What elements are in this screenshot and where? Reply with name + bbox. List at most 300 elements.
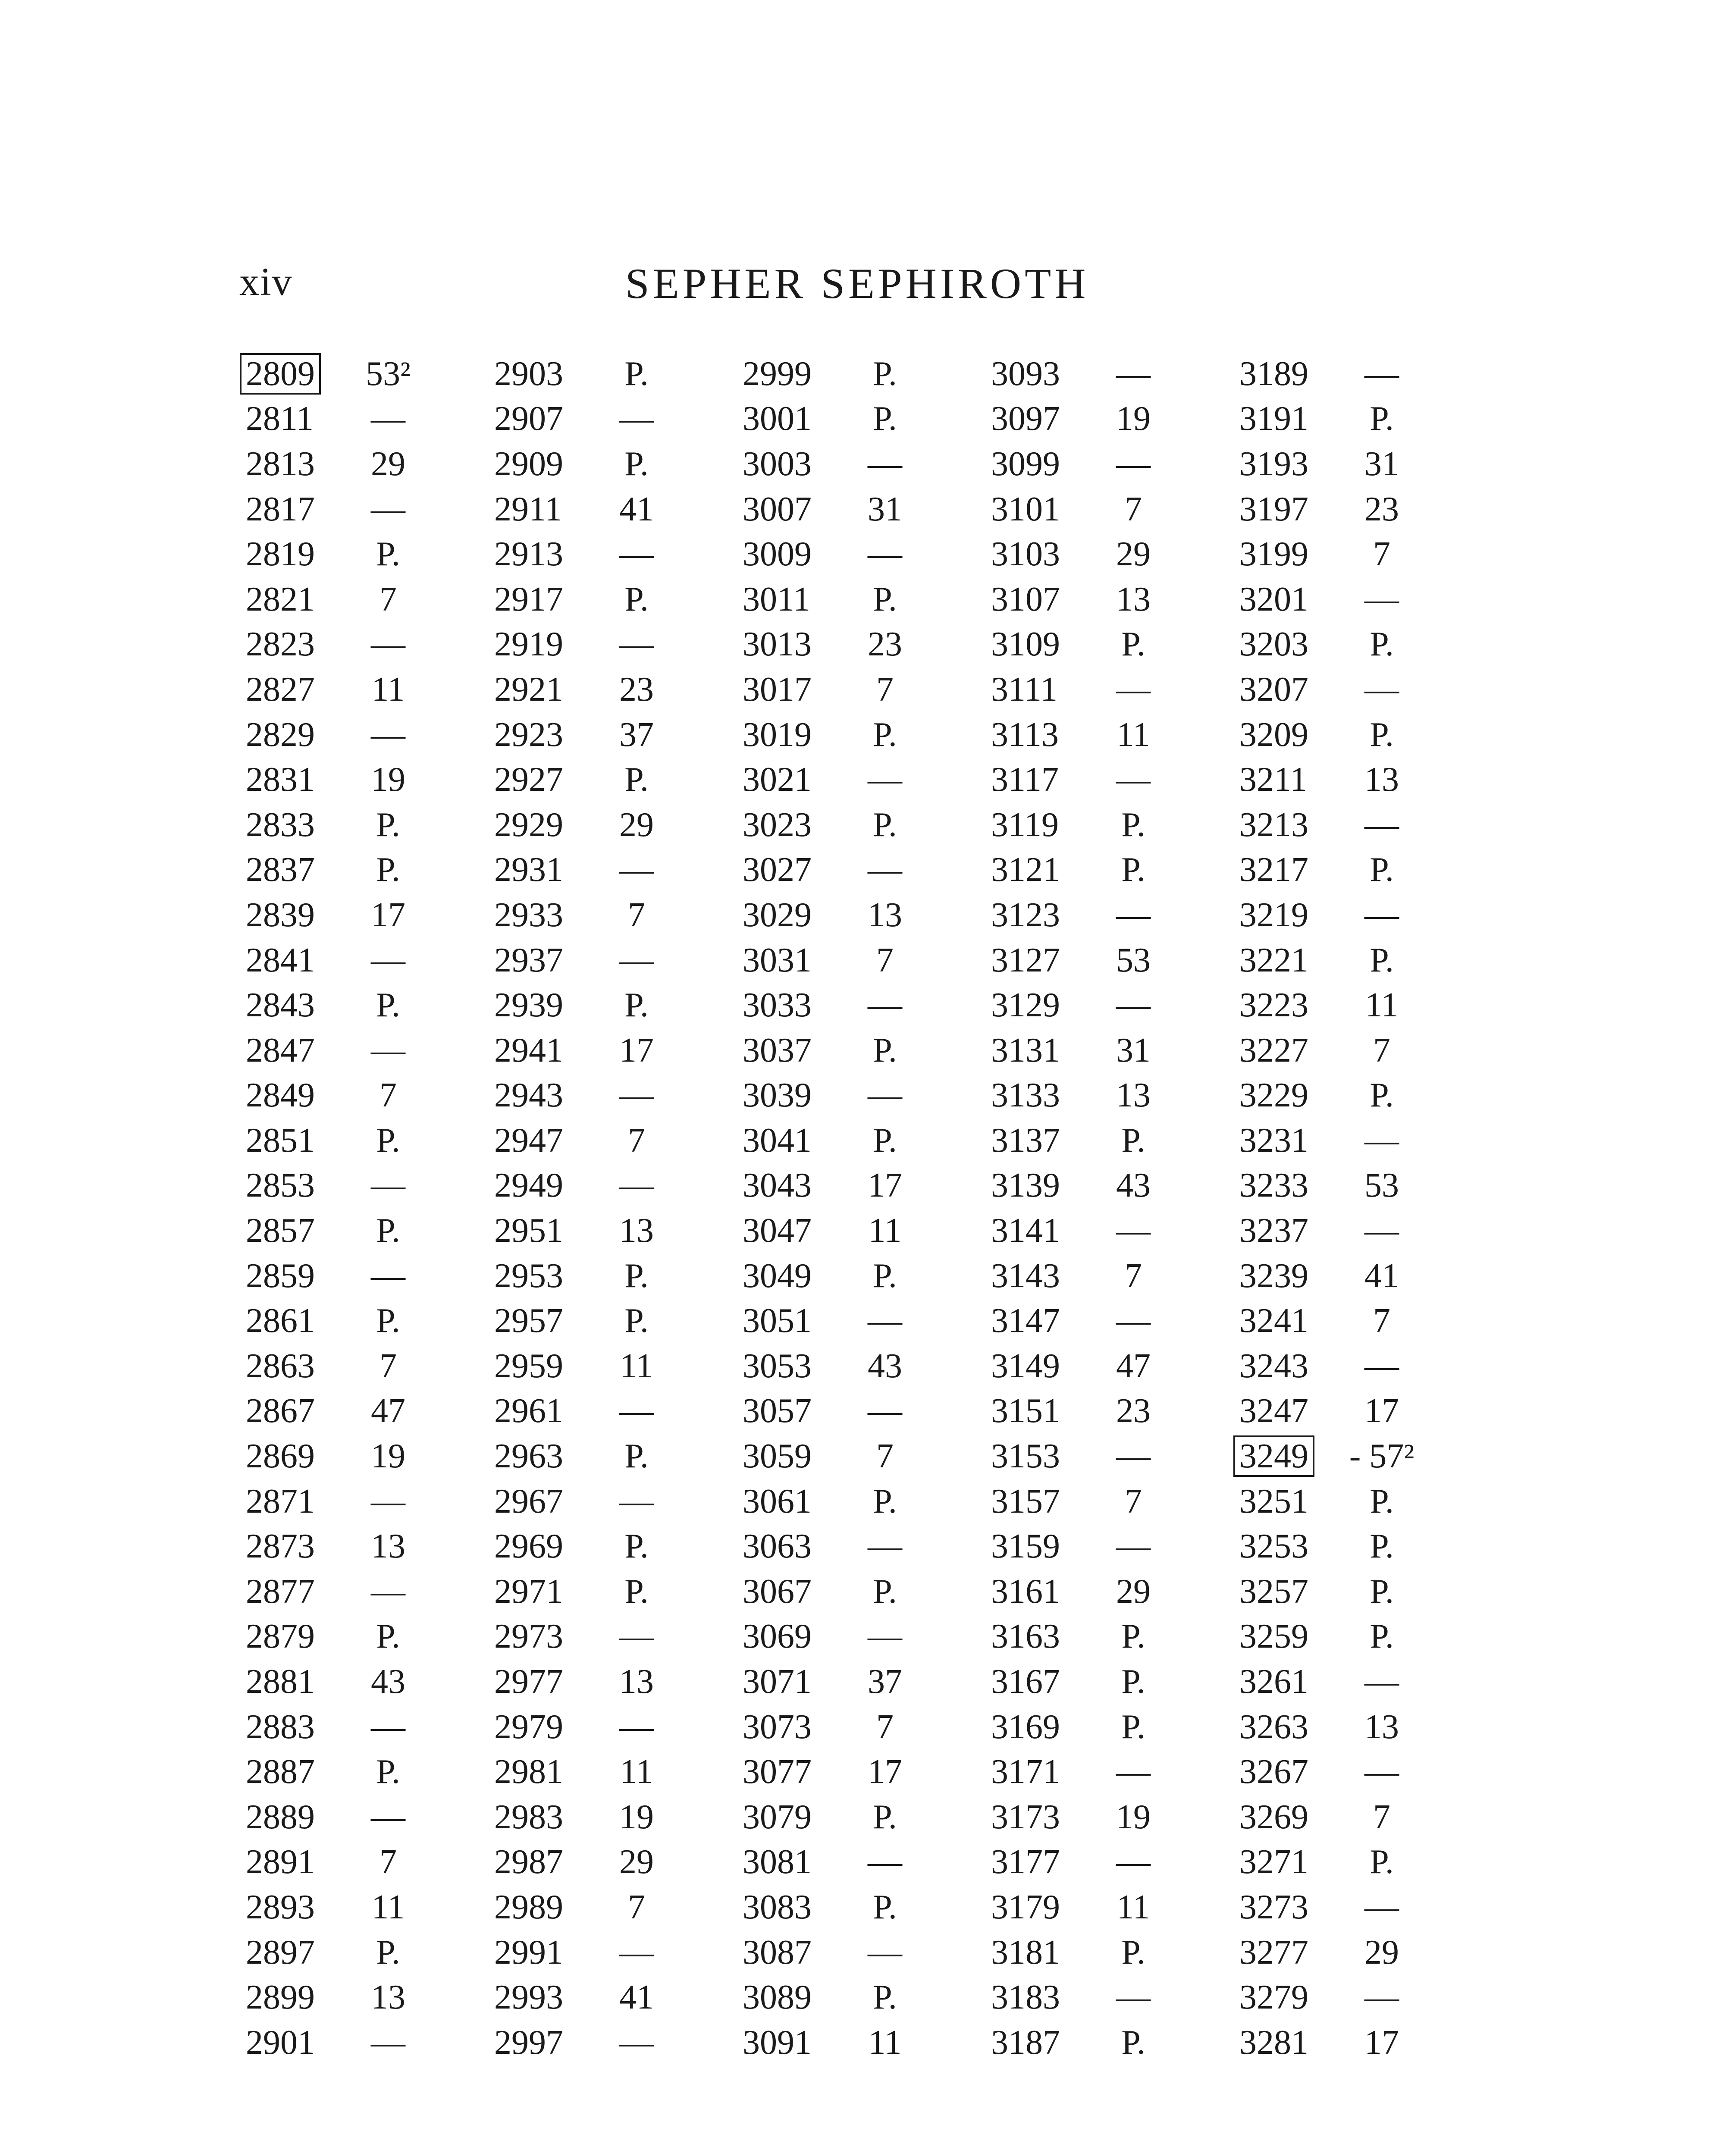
number-value: 3201 [1239,580,1308,618]
table-row [1239,1749,1488,1795]
number-cell [1239,535,1343,574]
number-value: 3127 [991,941,1060,979]
number-value: 3043 [743,1166,812,1205]
number-value: 3073 [743,1708,812,1746]
table-row [991,2020,1239,2065]
factor-cell: P. [624,445,649,483]
number-value: 3203 [1239,625,1308,664]
table-row [1239,1118,1488,1163]
factor-cell: 31 [1116,1031,1151,1069]
factor-cell: P. [376,805,400,844]
factor-cell: 23 [1116,1392,1151,1430]
number-cell [1239,986,1343,1025]
factor-cell: 7 [876,1437,894,1476]
factor-cell: 13 [1116,1076,1151,1115]
table-row [743,983,991,1028]
number-cell [246,1437,349,1476]
table-row [246,622,494,667]
number-cell [1239,1076,1343,1115]
number-value: 3159 [991,1527,1060,1566]
number-cell [1239,1572,1343,1611]
number-value: 3089 [743,1978,812,2017]
number-value: 2913 [494,535,563,573]
table-column [246,351,494,2072]
factor-cell: P. [1121,1121,1145,1159]
factor-cell: 11 [1365,986,1399,1025]
number-cell [494,670,598,709]
table-row [1239,1569,1488,1614]
factor-cell: — [619,1617,654,1656]
number-cell [1239,1347,1343,1386]
number-cell [743,896,846,935]
number-cell [494,1437,598,1476]
number-cell [743,580,846,619]
factor-cell: — [371,1031,405,1069]
table-row [246,442,494,487]
number-cell [991,670,1095,709]
factor-cell: P. [873,1572,897,1611]
table-row [743,1795,991,1840]
factor-cell: 17 [371,896,405,934]
number-value: 3143 [991,1257,1060,1295]
table-row [991,1795,1239,1840]
number-value: 3221 [1239,941,1308,979]
factor-cell: P. [873,580,897,618]
number-cell [246,1978,349,2017]
number-value: 3059 [743,1437,812,1476]
table-row [246,1163,494,1209]
number-cell [246,399,349,439]
factor-cell: 7 [380,1076,397,1115]
table-row [1239,1659,1488,1705]
table-row [991,1614,1239,1660]
factor-cell: 37 [868,1663,902,1701]
number-cell [494,1347,598,1386]
number-value: 2851 [246,1121,315,1159]
number-cell [494,1617,598,1656]
number-value: 3279 [1239,1978,1308,2017]
number-value: 2989 [494,1888,563,1926]
table-row [246,1840,494,1885]
number-cell [494,625,598,664]
table-row [494,577,743,622]
table-row [991,1885,1239,1930]
factor-cell: P. [873,715,897,754]
table-row [1239,1389,1488,1434]
number-value: 3061 [743,1482,812,1520]
number-cell [991,986,1095,1025]
table-row [743,1163,991,1209]
number-value: 2833 [246,805,315,844]
factor-cell: P. [624,1302,649,1340]
factor-cell: — [371,1572,405,1611]
number-value: 3003 [743,445,812,483]
number-value: 2973 [494,1617,563,1656]
number-cell [991,625,1095,664]
number-cell [743,1166,846,1205]
number-value: 2821 [246,580,315,618]
number-value: 3219 [1239,896,1308,934]
number-value: 3181 [991,1933,1060,1971]
table-column [743,351,991,2072]
table-row [494,667,743,712]
number-value: 3247 [1239,1392,1308,1430]
table-row [494,757,743,802]
table-row [743,2020,991,2065]
factor-cell: — [868,851,902,889]
table-row [743,1569,991,1614]
table-row [1239,351,1488,397]
number-value: 3173 [991,1798,1060,1836]
number-cell [991,1708,1095,1747]
factor-cell: 53 [1116,941,1151,979]
factor-cell: — [1364,1347,1399,1385]
table-row [494,848,743,893]
number-value: 3167 [991,1663,1060,1701]
number-cell [246,896,349,935]
factor-cell: 11 [371,670,405,708]
table-row [246,1479,494,1524]
number-cell [246,1933,349,1972]
number-cell [743,1121,846,1160]
number-cell [991,1482,1095,1521]
number-value: 3147 [991,1302,1060,1340]
number-value: 3249 [1233,1435,1314,1477]
factor-cell: P. [873,1257,897,1295]
factor-cell: — [1364,580,1399,618]
table-row [246,487,494,532]
number-cell [246,1257,349,1296]
number-cell [991,1933,1095,1972]
factor-cell: 53² [366,354,411,393]
number-cell [494,445,598,484]
number-cell [494,1572,598,1611]
number-cell [991,1843,1095,1882]
number-value: 2971 [494,1572,563,1611]
table-row [1239,1073,1488,1119]
number-value: 3099 [991,445,1060,483]
table-row [1239,1840,1488,1885]
number-value: 3033 [743,986,812,1025]
number-cell [246,1662,349,1702]
table-row [743,1344,991,1389]
table-row [494,1840,743,1885]
number-value: 2817 [246,490,315,528]
factor-cell: — [1116,761,1151,799]
number-value: 2887 [246,1753,315,1791]
number-value: 3209 [1239,715,1308,754]
number-value: 3123 [991,896,1060,934]
factor-cell: 11 [868,2023,902,2062]
number-cell [991,1662,1095,1702]
number-cell [743,1933,846,1972]
factor-cell: 29 [619,805,654,844]
number-cell [246,1121,349,1160]
number-value: 3163 [991,1617,1060,1656]
number-value: 3057 [743,1392,812,1430]
number-value: 2999 [743,354,812,393]
factor-cell: 29 [371,445,405,483]
factor-cell: 19 [371,1437,405,1476]
number-table [246,351,1488,2072]
factor-cell: — [371,2023,405,2062]
table-row [246,532,494,577]
number-value: 2901 [246,2023,315,2062]
factor-cell: 41 [619,1978,654,2017]
factor-cell: 13 [1364,1708,1399,1746]
factor-cell: 41 [619,490,654,528]
number-value: 3191 [1239,400,1308,438]
table-row [494,622,743,667]
number-cell [246,1572,349,1611]
number-cell [246,535,349,574]
number-cell [246,1347,349,1386]
table-row [494,1930,743,1975]
number-value: 3021 [743,761,812,799]
number-value: 3051 [743,1302,812,1340]
factor-cell: — [619,1482,654,1520]
factor-cell: P. [873,1121,897,1159]
factor-cell: — [1116,1437,1151,1476]
number-cell [1239,1752,1343,1792]
table-row [1239,1479,1488,1524]
number-cell [743,850,846,890]
number-value: 2883 [246,1708,315,1746]
factor-cell: 29 [619,1843,654,1881]
number-value: 3053 [743,1347,812,1385]
number-cell [991,1798,1095,1837]
number-cell [494,760,598,799]
number-cell [743,1662,846,1702]
factor-cell: — [371,400,405,438]
table-row [1239,667,1488,712]
factor-cell: 13 [619,1663,654,1701]
page-number: xiv [239,260,293,304]
number-value: 2909 [494,445,563,483]
number-cell [743,1076,846,1115]
number-cell [743,1798,846,1837]
number-value: 3177 [991,1843,1060,1881]
factor-cell: P. [1121,1933,1145,1971]
factor-cell: 13 [1364,761,1399,799]
factor-cell: — [619,851,654,889]
table-row [991,1434,1239,1479]
factor-cell: — [619,625,654,664]
factor-cell: 29 [1364,1933,1399,1971]
factor-cell: 43 [371,1663,405,1701]
table-row [991,848,1239,893]
table-row [1239,442,1488,487]
table-row [991,1569,1239,1614]
table-row [494,1479,743,1524]
factor-cell: P. [873,1482,897,1520]
number-cell [494,896,598,935]
factor-cell: P. [376,1753,400,1791]
factor-cell: 11 [868,1212,902,1250]
number-cell [991,1257,1095,1296]
factor-cell: — [868,1302,902,1340]
number-value: 3011 [743,580,811,618]
number-value: 3149 [991,1347,1060,1385]
table-row [743,1840,991,1885]
number-value: 3031 [743,941,812,979]
number-cell [743,445,846,484]
table-row [494,712,743,758]
number-value: 3251 [1239,1482,1308,1520]
number-value: 3269 [1239,1798,1308,1836]
factor-cell: — [1364,354,1399,393]
number-value: 2891 [246,1843,315,1881]
table-column [991,351,1239,2072]
factor-cell: 23 [619,670,654,708]
table-row [743,667,991,712]
factor-cell: P. [1370,1527,1394,1566]
number-cell [494,715,598,755]
table-row [494,397,743,442]
number-cell [743,535,846,574]
factor-cell: P. [624,354,649,393]
factor-cell: — [868,1617,902,1656]
number-cell [991,1031,1095,1070]
number-value: 3007 [743,490,812,528]
table-row [1239,487,1488,532]
table-column [494,351,743,2072]
number-value: 3107 [991,580,1060,618]
factor-cell: P. [624,1527,649,1566]
factor-cell: P. [376,986,400,1025]
number-value: 2899 [246,1978,315,2017]
number-value: 2859 [246,1257,315,1295]
number-cell [743,1437,846,1476]
number-cell [991,941,1095,980]
number-cell [1239,760,1343,799]
factor-cell: — [868,1392,902,1430]
number-value: 3063 [743,1527,812,1566]
factor-cell: P. [873,1978,897,2017]
number-value: 3091 [743,2023,812,2062]
number-cell [246,1301,349,1341]
factor-cell: P. [1121,851,1145,889]
number-cell [1239,625,1343,664]
table-row [494,1344,743,1389]
number-value: 3169 [991,1708,1060,1746]
number-value: 3001 [743,400,812,438]
number-value: 2951 [494,1212,563,1250]
number-value: 2981 [494,1753,563,1791]
table-row [1239,712,1488,758]
number-cell [246,1527,349,1566]
table-row [743,532,991,577]
number-value: 3207 [1239,670,1308,708]
number-cell [743,760,846,799]
factor-cell: P. [1370,1843,1394,1881]
number-value: 2869 [246,1437,315,1476]
table-row [1239,1885,1488,1930]
number-cell [743,2023,846,2062]
table-row [743,1614,991,1660]
number-cell [743,1257,846,1296]
table-row [246,712,494,758]
number-cell [1239,399,1343,439]
number-cell [494,1031,598,1070]
factor-cell: 11 [1117,715,1150,754]
table-row [494,983,743,1028]
number-value: 3117 [991,761,1059,799]
factor-cell: P. [624,580,649,618]
number-cell [991,896,1095,935]
factor-cell: 53 [1364,1166,1399,1205]
number-value: 3179 [991,1888,1060,1926]
number-cell [1239,1617,1343,1656]
number-cell [494,1121,598,1160]
table-row [246,1975,494,2020]
number-cell [494,1166,598,1205]
factor-cell: — [619,1076,654,1115]
factor-cell: P. [376,1121,400,1159]
number-value: 2837 [246,851,315,889]
number-value: 3097 [991,400,1060,438]
table-row [494,893,743,938]
number-value: 3027 [743,851,812,889]
table-row [246,848,494,893]
table-row [246,1344,494,1389]
number-cell [991,580,1095,619]
factor-cell: — [1364,1663,1399,1701]
number-cell [991,1301,1095,1341]
number-cell [494,1888,598,1927]
number-value: 2917 [494,580,563,618]
factor-cell: — [1364,670,1399,708]
table-row [743,1975,991,2020]
factor-cell: — [868,1076,902,1115]
factor-cell: — [371,625,405,664]
number-cell [246,715,349,755]
number-value: 3259 [1239,1617,1308,1656]
table-row [246,1795,494,1840]
number-cell [494,850,598,890]
number-value: 2941 [494,1031,563,1069]
table-row [991,1073,1239,1119]
factor-cell: — [371,1798,405,1836]
number-value: 2897 [246,1933,315,1971]
number-value: 2849 [246,1076,315,1115]
table-row [743,442,991,487]
number-value: 2847 [246,1031,315,1069]
number-value: 2929 [494,805,563,844]
factor-cell: P. [624,761,649,799]
number-cell [1239,1933,1343,1972]
number-value: 2839 [246,896,315,934]
number-value: 3013 [743,625,812,664]
number-value: 2953 [494,1257,563,1295]
number-value: 2811 [246,400,314,438]
table-row [743,1208,991,1253]
number-value: 2819 [246,535,315,573]
number-value: 2879 [246,1617,315,1656]
factor-cell: — [1116,1753,1151,1791]
factor-cell: P. [376,1933,400,1971]
number-value: 3109 [991,625,1060,664]
factor-cell: 7 [1373,1031,1390,1069]
factor-cell: P. [624,1437,649,1476]
number-value: 2877 [246,1572,315,1611]
number-cell [494,941,598,980]
number-cell [1239,850,1343,890]
table-row [991,1930,1239,1975]
table-row [494,1028,743,1073]
number-value: 3121 [991,851,1060,889]
factor-cell: 43 [1116,1166,1151,1205]
